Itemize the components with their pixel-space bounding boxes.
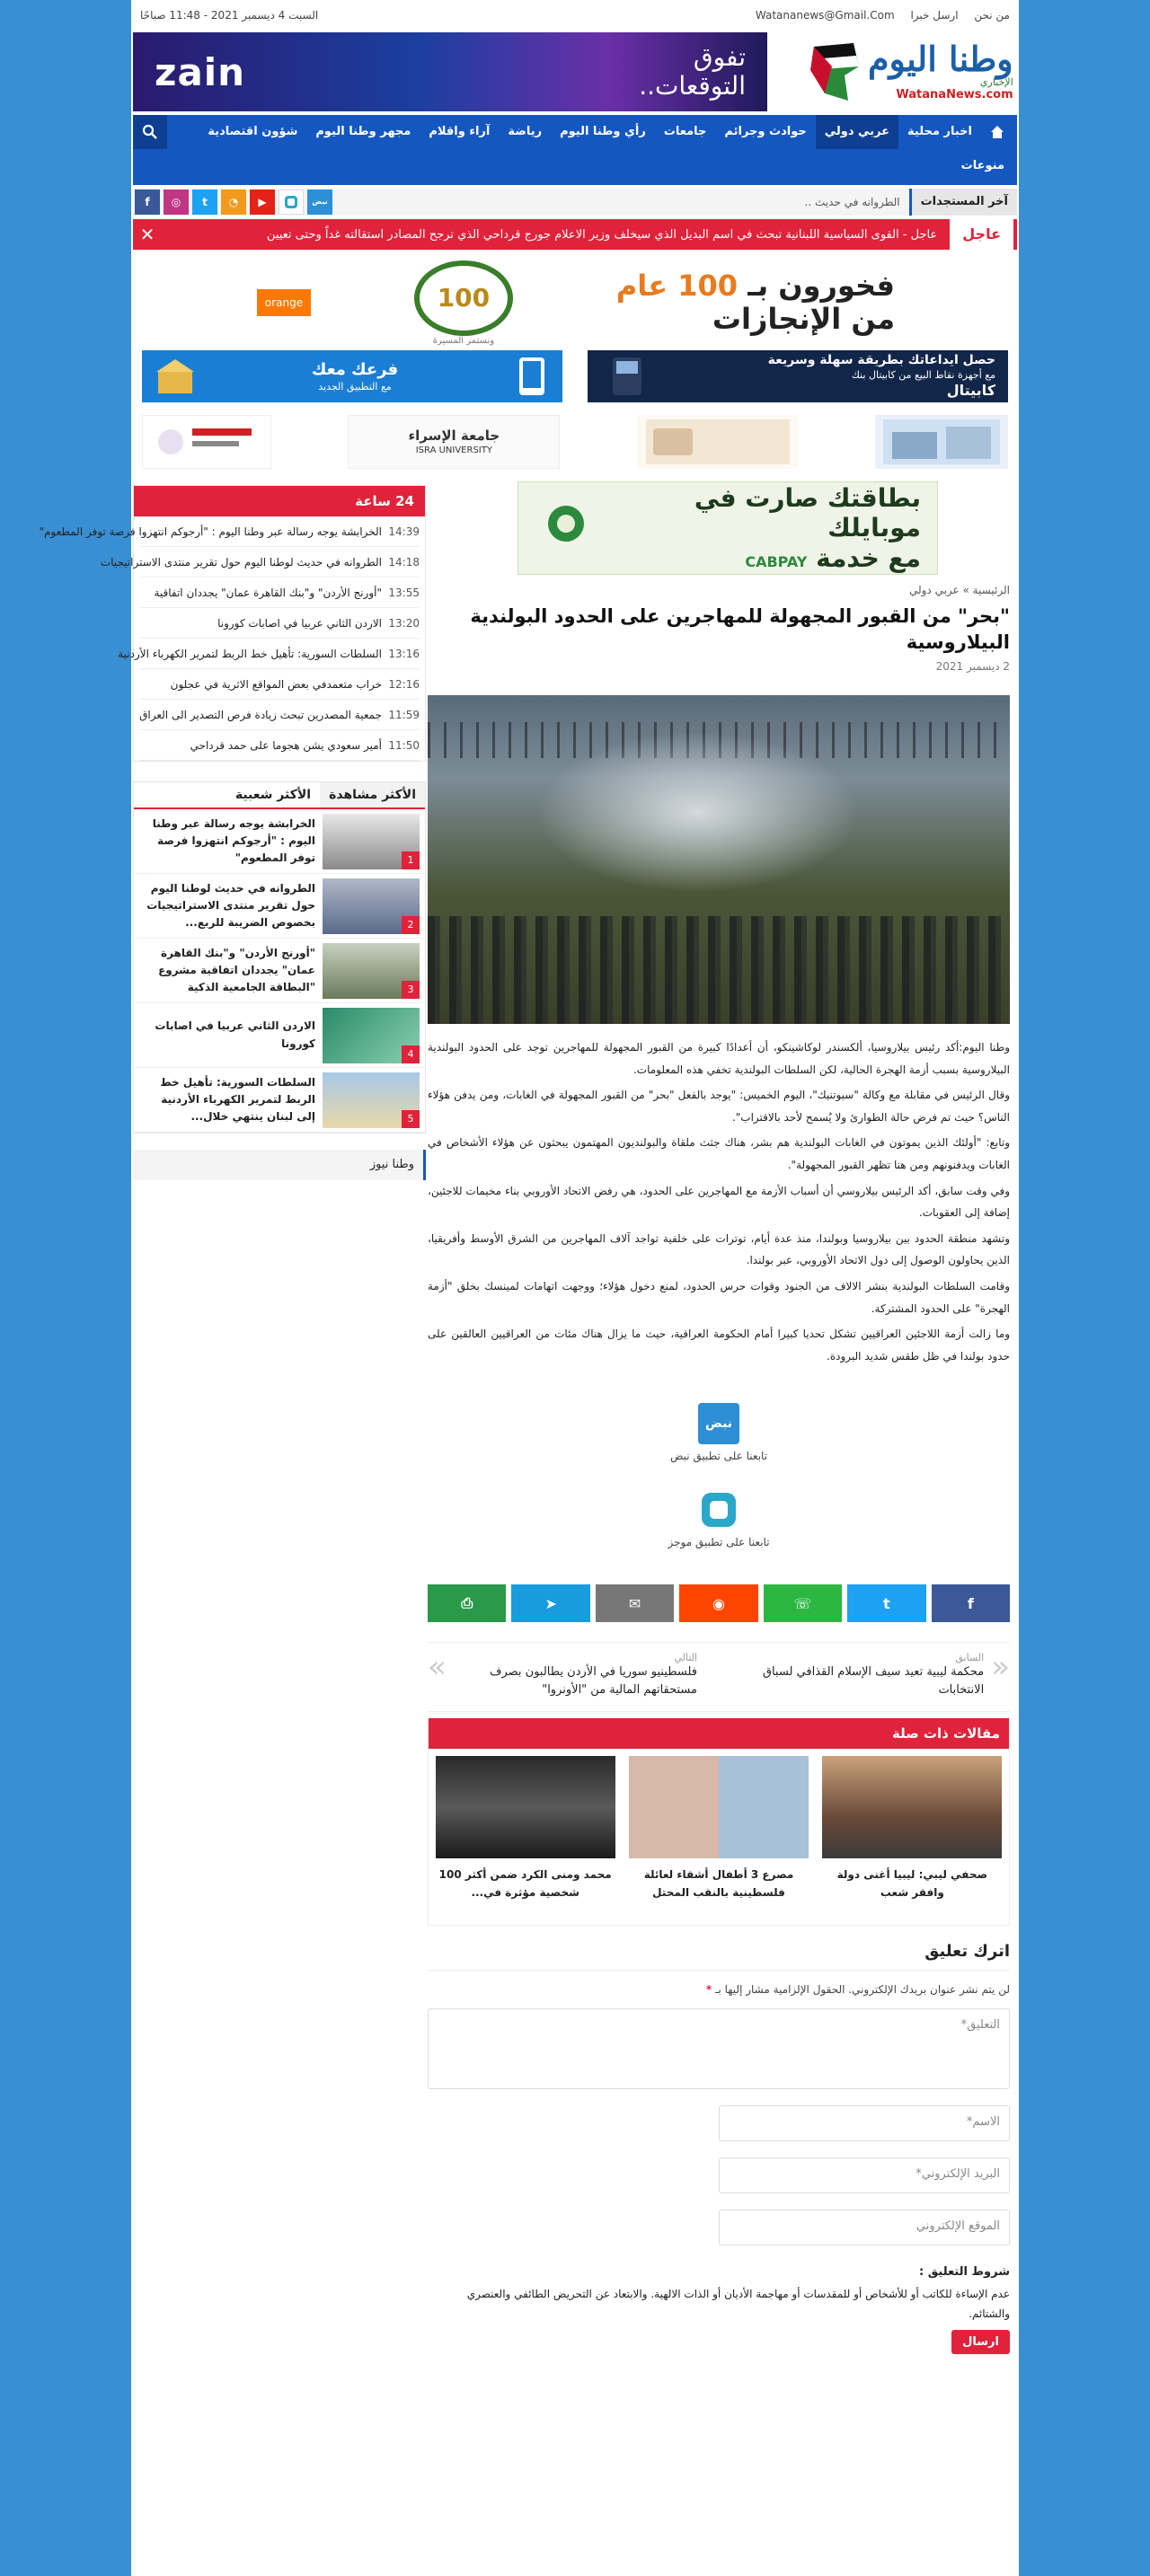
- article-paragraph: وفي وقت سابق، أكد الرئيس بيلاروسي أن أسباب الأزمة مع المهاجرين على الحدود، هي رفض الاتحاد الأوروبي بناء مخيمات للاجئين، إضافة إلى العقوبات.: [428, 1184, 1010, 1220]
- popular-item[interactable]: [134, 809, 425, 874]
- share-twitter-button[interactable]: t: [847, 1584, 925, 1622]
- main-nav: [133, 115, 1017, 185]
- trending-text[interactable]: الطروانه في حديث ..: [804, 196, 900, 208]
- centennial-line1: فخورون بـ: [748, 269, 895, 304]
- promo-photo-icon: [646, 419, 790, 464]
- popular-item[interactable]: [134, 874, 425, 939]
- nav-item[interactable]: مجهر وطنا اليوم: [315, 125, 411, 138]
- article: [428, 584, 1010, 2350]
- search-icon: [142, 124, 158, 140]
- nav-item[interactable]: آراء واقلام: [429, 125, 491, 138]
- popular-title: الطروانه في حديث لوطنا اليوم حول تقرير منتدى الاستراتيجيات بخصوص الضريبة للربع...: [146, 881, 315, 930]
- nav-item[interactable]: عربي دولي: [816, 115, 898, 149]
- orange-logo: orange: [257, 289, 311, 316]
- zain-banner-ad[interactable]: [133, 32, 767, 111]
- comment-form: [428, 1942, 1010, 2354]
- nav-item[interactable]: اخبار محلية: [907, 125, 972, 138]
- news-title: الاردن الثاني عربيا في اصابات كورونا: [217, 616, 382, 630]
- isra-en: ISRA UNIVERSITY: [415, 446, 492, 456]
- news-title: الخرابشة يوجه رسالة عبر وطنا اليوم : "أرجوكم انتهزوا فرصة توفر المطعوم": [39, 525, 382, 538]
- home-icon[interactable]: [981, 115, 1013, 149]
- related-item[interactable]: [629, 1756, 809, 1902]
- mojz-app-icon[interactable]: [698, 1489, 739, 1531]
- nav-item[interactable]: جامعات: [663, 125, 707, 138]
- comment-note: لن يتم نشر عنوان بريدك الإلكتروني. الحقول الإلزامية مشار إليها بـ: [714, 1983, 1010, 1996]
- next-title: فلسطينيو سوريا في الأردن يطالبون بصرف مستحقاتهم المالية من "الأونروا": [489, 1665, 697, 1697]
- current-date: السبت 4 ديسمبر 2021 - 11:48 صباحًا: [140, 9, 319, 22]
- nav-item[interactable]: شؤون اقتصادية: [208, 125, 298, 138]
- latest-news-item[interactable]: [139, 608, 420, 639]
- social-links: [133, 190, 332, 215]
- top-bar: [131, 0, 1019, 31]
- nabd-icon[interactable]: نبض: [307, 190, 332, 215]
- prev-next-nav: [428, 1642, 1010, 1712]
- rules-title: شروط التعليق :: [918, 2265, 1010, 2279]
- cabpay-line1: بطاقتك صارت في موبايلك: [694, 482, 921, 543]
- latest-news-item[interactable]: [139, 730, 420, 761]
- trending-bar: [133, 189, 1017, 216]
- send-news-link[interactable]: ارسل خبرا: [910, 9, 959, 22]
- trending-label: آخر المستجدات: [909, 189, 1017, 216]
- instagram-icon[interactable]: ◎: [164, 190, 189, 215]
- email-input[interactable]: البريد الإلكتروني*: [719, 2157, 1010, 2193]
- bank-promo-ad[interactable]: [637, 415, 799, 469]
- search-button[interactable]: [133, 115, 167, 149]
- related-title: محمد ومنى الكرد ضمن أكثر 100 شخصية مؤثرة في...: [438, 1868, 612, 1900]
- latest-news-box: [39, 485, 426, 762]
- popular-list: [134, 809, 425, 1133]
- centennial-ad[interactable]: [257, 259, 895, 347]
- logo-name: وطنا اليوم: [868, 39, 1013, 79]
- nav-item[interactable]: حوادث وجرائم: [724, 125, 807, 138]
- rank-badge: 2: [402, 916, 420, 934]
- ad-row-1: [142, 350, 1008, 402]
- header: [133, 31, 1017, 113]
- related-image: [629, 1756, 809, 1858]
- capital-bank-ad[interactable]: [588, 350, 1008, 402]
- share-reddit-button[interactable]: ◉: [679, 1584, 757, 1622]
- phone-icon: [514, 356, 550, 397]
- prev-label: السابق: [955, 1652, 985, 1663]
- related-item[interactable]: [436, 1756, 615, 1902]
- article-paragraph: وقال الرئيس في مقابلة مع وكالة "سبوتنيك"، اليوم الخميس: "يوجد بالفعل "بحر" من القبور المجهولة في الغابات، ومن يدفن هؤلاء الناس؟ حيث تم فرض حالة الطوارئ ولا يُسمح لأحد بالاقتراب".: [428, 1089, 1010, 1124]
- facebook-icon[interactable]: f: [135, 190, 160, 215]
- etihad-sub: مع التطبيق الجديد: [318, 380, 392, 393]
- sidebar: [39, 485, 426, 1180]
- news-time: 13:55: [388, 586, 420, 599]
- rules-text: عدم الإساءة للكاتب أو للأشخاص أو للمقدسات أو مهاجمة الأديان أو الذات الالهية. والابتعاد عن التحريض الطائفي والعنصري والشتائم.: [466, 2287, 1010, 2321]
- centennial-caption: ونستمر المسيرة: [432, 335, 495, 346]
- breadcrumb[interactable]: الرئيسية » عربي دولي: [908, 584, 1010, 596]
- rss-icon[interactable]: ◔: [221, 190, 246, 215]
- nav-item[interactable]: منوعات: [960, 159, 1004, 172]
- latest-heading: 24 ساعة: [134, 486, 425, 516]
- etihad-bank-ad[interactable]: [142, 350, 562, 402]
- related-image: [822, 1756, 1002, 1858]
- chevron-left-icon: »: [428, 1649, 447, 1685]
- prev-title: محكمة ليبية تعيد سيف الإسلام القذافي لسباق الانتخابات: [762, 1665, 985, 1697]
- latest-news-item[interactable]: [39, 516, 420, 547]
- capital-text: حصل ايداعاتك بطريقة سهلة وسريعة: [767, 353, 995, 368]
- twitter-icon[interactable]: t: [192, 190, 217, 215]
- news-title: خراب متعمدفي بعض المواقع الاثرية في عجلون: [170, 677, 382, 691]
- share-print-button[interactable]: ⎙: [428, 1584, 506, 1622]
- news-title: السلطات السورية: تأهيل خط الربط لتمرير الكهرباء الأردنية: [118, 647, 382, 660]
- popular-item[interactable]: [134, 1068, 425, 1133]
- popular-image: [323, 878, 420, 934]
- news-title: "أورنج الأردن" و"بنك القاهرة عمان" يجددان اتفاقية: [154, 586, 382, 599]
- news-time: 13:16: [388, 647, 420, 660]
- cairo-amman-bank-logo-icon: [535, 497, 597, 560]
- article-paragraph: وتشهد منطقة الحدود بين بيلاروسيا وبولندا، منذ عدة أيام، توترات على خلفية تواجد آلاف المهاجرين من الشرق الأوسط وأفريقيا، الذين يحاولون الوصول إلى دول الاتحاد الأوروبي، عبر بولندا.: [428, 1231, 1010, 1267]
- submit-comment-button[interactable]: ارسال: [951, 2330, 1010, 2354]
- tab-most-popular[interactable]: الأكثر شعبية: [234, 788, 312, 802]
- share-whatsapp-button[interactable]: ☏: [764, 1584, 842, 1622]
- news-time: 13:20: [388, 616, 420, 630]
- popular-title: "أورنج الأردن" و"بنك القاهرة عمان" يجددان اتفاقية مشروع "البطاقة الجامعية الذكية: [158, 946, 315, 994]
- youtube-icon[interactable]: ▶: [250, 190, 275, 215]
- news-time: 14:39: [388, 525, 420, 538]
- related-image: [436, 1756, 615, 1858]
- latest-news-item[interactable]: [118, 639, 420, 669]
- news-title: جمعية المصدرين تبحث زيادة فرص التصدير الى العراق: [139, 708, 382, 721]
- prev-article-link[interactable]: [740, 1649, 1010, 1711]
- article-paragraph: وقامت السلطات البولندية بنشر الالاف من الجنود وقوات حرس الحدود، لمنع دخول هؤلاء؛ ووجهت اتهامات لمينسك بخلق "أزمة الهجرة" على الحدود المشتركة.: [428, 1279, 1010, 1315]
- close-icon[interactable]: ✕: [139, 224, 155, 245]
- required-mark: *: [705, 1983, 712, 1996]
- news-time: 11:59: [388, 708, 420, 721]
- popular-tabs: [133, 781, 426, 1134]
- university-photo-icon: [883, 419, 1000, 464]
- popular-image: [323, 814, 420, 869]
- urgent-text[interactable]: عاجل - القوى السياسية اللبنانية تبحث في اسم البديل الذي سيخلف وزير الاعلام جورج قرداحي الذي ترجح المصادر استقالته غداً وحتى تعيين: [266, 227, 938, 242]
- popular-image: [323, 1072, 420, 1128]
- comment-rules: [428, 2262, 1010, 2325]
- related-title: مصرع 3 أطفال أشقاء لعائلة فلسطينية بالنقب المحتل: [643, 1868, 794, 1900]
- article-title: "بحر" من القبور المجهولة للمهاجرين على الحدود البولندية البيلاروسية: [470, 605, 1010, 654]
- related-heading: مقالات ذات صلة: [429, 1718, 1009, 1749]
- scholarship-art-icon: [153, 419, 261, 464]
- email-link[interactable]: Watananews@Gmail.Com: [755, 9, 895, 22]
- popular-title: الخرابشة يوجه رسالة عبر وطنا اليوم : "أرجوكم انتهزوا فرصة توفر المطعوم": [152, 816, 315, 865]
- nav-list: [133, 115, 1017, 183]
- nabd-follow-text[interactable]: تابعنا على تطبيق نبض: [669, 1450, 768, 1462]
- share-buttons: [428, 1584, 1010, 1622]
- rank-badge: 4: [402, 1045, 420, 1063]
- news-time: 11:50: [388, 738, 420, 752]
- latest-news-item[interactable]: [139, 578, 420, 608]
- next-label: التالي: [674, 1652, 697, 1663]
- popular-image: [323, 1008, 420, 1063]
- name-input[interactable]: الاسم*: [719, 2105, 1010, 2141]
- cabpay-brand: CABPAY: [745, 552, 808, 570]
- zain-slogan-1: تفوق: [693, 41, 746, 72]
- zain-slogan-2: التوقعات..: [639, 71, 746, 101]
- bank-building-icon: [155, 356, 196, 397]
- latest-news-item[interactable]: [139, 669, 420, 700]
- news-time: 14:18: [388, 555, 420, 569]
- follow-apps: [428, 1403, 1010, 1548]
- watana-news-widget[interactable]: وطنا نيوز: [133, 1150, 426, 1180]
- tab-most-viewed[interactable]: الأكثر مشاهدة: [320, 782, 425, 807]
- related-title: صحفي ليبي: ليبيا أغنى دولة وافقر شعب: [836, 1868, 988, 1900]
- nav-item[interactable]: رياضة: [508, 125, 543, 138]
- page-container: [39, 0, 1019, 2576]
- news-title: الطروانه في حديث لوطنا اليوم حول تقرير منتدى الاستراتيجيات: [100, 555, 382, 569]
- website-input[interactable]: الموقع الإلكتروني: [719, 2210, 1010, 2245]
- nabd-app-icon[interactable]: نبض: [698, 1403, 739, 1444]
- centennial-emblem: 100: [414, 260, 513, 336]
- comment-heading: اترك تعليق: [428, 1942, 1010, 1971]
- next-article-link[interactable]: [428, 1649, 697, 1711]
- popular-image: [323, 943, 420, 999]
- share-email-button[interactable]: ✉: [596, 1584, 674, 1622]
- popular-title: السلطات السورية: تأهيل خط الربط لتمرير الكهرباء الأردنية إلى لبنان ينتهي خلال...: [160, 1075, 315, 1124]
- capital-sub: مع أجهزة نقاط البيع من كابيتال بنك: [851, 368, 995, 381]
- cabpay-ad[interactable]: [518, 481, 938, 575]
- latest-news-item[interactable]: [100, 547, 420, 578]
- capital-brand: كابيتال: [946, 381, 995, 399]
- etihad-text: فرعك معك: [311, 360, 399, 380]
- article-paragraph: وطنا اليوم:أكد رئيس بيلاروسيا، ألكسندر لوكاشينكو، أن أعدادًا كبيرة من القبور المجهولة للمهاجرين توجد على الحدود البولندية البيلاروسية بسبب أزمة الهجرة الحالية، لكن السلطات البولندية تخفي هذه المعلومات.: [428, 1041, 1010, 1076]
- latest-news-item[interactable]: [139, 700, 420, 730]
- mojz-follow-text[interactable]: تابعنا على تطبيق موجز: [668, 1536, 770, 1548]
- article-paragraph: وما زالت أزمة اللاجئين العراقيين تشكل تحديا كبيرا أمام الحكومة العراقية، حيث ما يزال هناك مئات من العراقيين العالقين على حدود بولندا في ظل طقس شديد البرودة.: [428, 1328, 1010, 1363]
- centennial-line2: من الإنجازات: [712, 302, 895, 336]
- popular-title: الاردن الثاني عربيا في اصابات كورونا: [155, 1019, 315, 1050]
- news-title: أمير سعودي يشن هجوما على حمد قرداحي: [190, 738, 382, 752]
- isra-name: جامعة الإسراء: [408, 427, 500, 444]
- ad-row-2: [142, 415, 1008, 469]
- site-logo[interactable]: [805, 32, 1017, 111]
- isra-university-ad[interactable]: [348, 415, 560, 469]
- zain-brand: zain: [155, 49, 246, 94]
- centennial-num: 100 عام: [615, 269, 739, 304]
- logo-sub: الإخباري: [979, 76, 1013, 88]
- comment-textarea[interactable]: التعليق*: [428, 2008, 1010, 2089]
- cabpay-line2: مع خدمة: [816, 543, 921, 573]
- jordan-flag-map-icon: [805, 40, 862, 104]
- university-ad-1[interactable]: [875, 415, 1008, 469]
- share-telegram-button[interactable]: ➤: [511, 1584, 589, 1622]
- about-link[interactable]: من نحن: [974, 9, 1010, 22]
- scholarship-ad[interactable]: [142, 415, 271, 469]
- related-item[interactable]: [822, 1756, 1002, 1902]
- article-photo: [428, 695, 1010, 1024]
- rank-badge: 5: [402, 1110, 420, 1128]
- share-facebook-button[interactable]: f: [932, 1584, 1010, 1622]
- nav-item[interactable]: رأي وطنا اليوم: [560, 125, 646, 138]
- latest-list: [39, 516, 425, 761]
- popular-item[interactable]: [134, 1003, 425, 1068]
- logo-site: WatanaNews.com: [896, 88, 1013, 101]
- rank-badge: 3: [402, 981, 420, 999]
- news-time: 12:16: [388, 677, 420, 691]
- article-paragraph: وتابع: "أولئك الذين يموتون في الغابات البولندية هم بشر، هناك جثث ملقاة والبولنديون المهتمون يبحثون عن هؤلاء الأشخاص في الغابات ويدفنونهم ومن هنا تظهر القبور المجهولة".: [428, 1136, 1010, 1171]
- chevron-right-icon: «: [991, 1649, 1010, 1685]
- article-body: [428, 1037, 1010, 1371]
- urgent-ticker: [133, 219, 1017, 250]
- mojz-icon[interactable]: [279, 190, 304, 215]
- top-links: [743, 9, 1010, 22]
- related-articles: [428, 1717, 1010, 1926]
- pos-terminal-icon: [600, 356, 654, 397]
- rank-badge: 1: [402, 851, 420, 869]
- popular-item[interactable]: [134, 939, 425, 1003]
- article-date: 2 ديسمبر 2021: [935, 659, 1010, 673]
- urgent-label: عاجل: [950, 219, 1017, 250]
